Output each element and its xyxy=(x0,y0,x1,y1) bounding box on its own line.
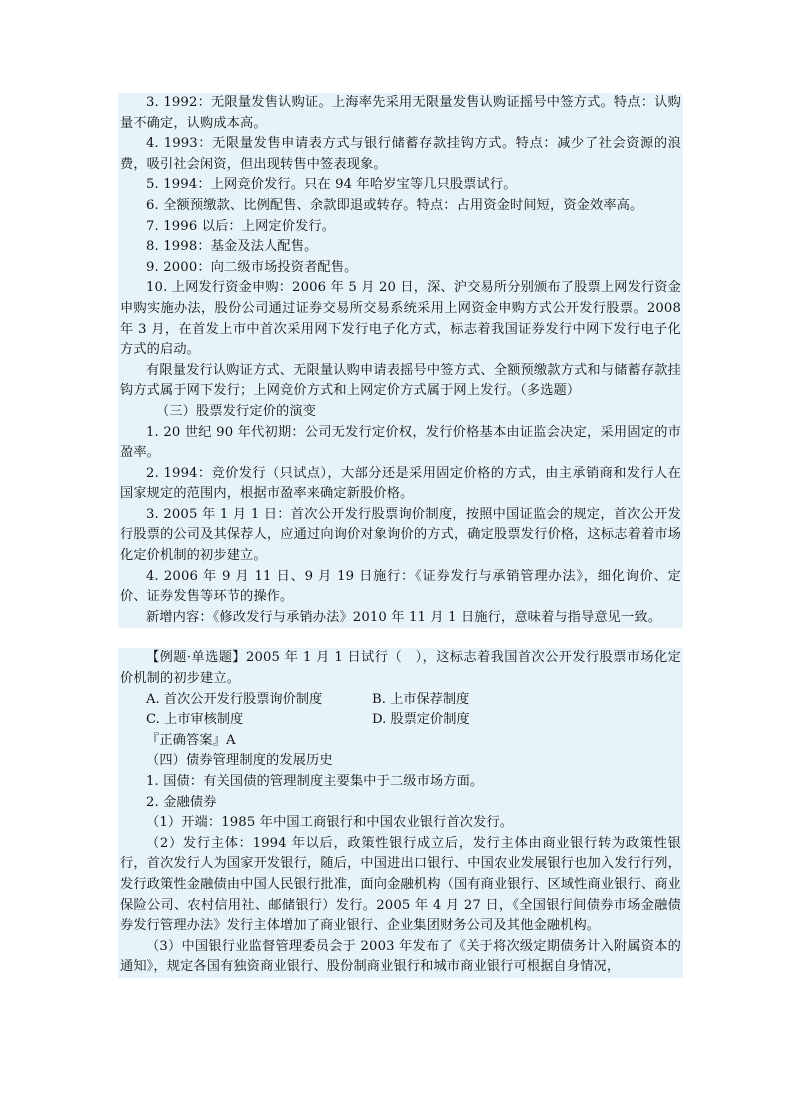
spacer xyxy=(118,628,683,648)
question-text: 【例题·单选题】2005 年 1 月 1 日试行（ ），这标志着我国首次公开发行股票市场化定价机制的初步建立。 xyxy=(118,648,683,689)
option-a: A. 首次公开发行股票询价制度 xyxy=(146,691,323,707)
paragraph: 2. 1994：竞价发行（只试点），大部分还是采用固定价格的方式，由主承销商和发行人在国家规定的范围内，根据市盈率来确定新股价格。 xyxy=(118,464,683,505)
paragraph: （1）开端：1985 年中国工商银行和中国农业银行首次发行。 xyxy=(118,813,683,834)
paragraph: 6. 全额预缴款、比例配售、余款即退或转存。特点：占用资金时间短，资金效率高。 xyxy=(118,196,683,217)
paragraph: 1. 国债：有关国债的管理制度主要集中于二级市场方面。 xyxy=(118,772,683,793)
paragraph: 1. 20 世纪 90 年代初期：公司无发行定价权，发行价格基本由证监会决定，采用固定的市盈率。 xyxy=(118,423,683,464)
option-row xyxy=(118,710,683,731)
option-d: D. 股票定价制度 xyxy=(372,712,470,728)
section-heading: （三）股票发行定价的演变 xyxy=(118,402,683,423)
paragraph: 7. 1996 以后：上网定价发行。 xyxy=(118,217,683,238)
paragraph: 3. 1992：无限量发售认购证。上海率先采用无限量发售认购证摇号中签方式。特点：认购量不确定，认购成本高。 xyxy=(118,93,683,134)
option-c: C. 上市审核制度 xyxy=(146,712,244,728)
paragraph: 有限量发行认购证方式、无限量认购申请表摇号中签方式、全额预缴款方式和与储蓄存款挂钩方式属于网下发行；上网竞价方式和上网定价方式属于网上发行。（多选题） xyxy=(118,361,683,402)
paragraph: 4. 1993：无限量发售申请表方式与银行储蓄存款挂钩方式。特点：减少了社会资源的浪费，吸引社会闲资，但出现转售中签表现象。 xyxy=(118,134,683,175)
document-page xyxy=(118,93,683,978)
paragraph: 10. 上网发行资金申购：2006 年 5 月 20 日，深、沪交易所分别颁布了股票上网发行资金申购实施办法，股份公司通过证券交易所交易系统采用上网资金申购方式公开发行股票。2008 年 3 月，在首发上市中首次采用网下发行电子化方式，标志着我国证券发行中网下发行电子化方式的启动。 xyxy=(118,278,683,360)
paragraph: （2）发行主体：1994 年以后，政策性银行成立后，发行主体由商业银行转为政策性银行，首次发行人为国家开发银行，随后，中国进出口银行、中国农业发展银行也加入发行行列，发行政策性金融债由中国人民银行批准，面向金融机构（国有商业银行、区域性商业银行、商业保险公司、农村信用社、邮储银行）发行。2005 年 4 月 27 日，《全国银行间债券市场金融债券发行管理办法》发行主体增加了商业银行、企业集团财务公司及其他金融机构。 xyxy=(118,834,683,937)
answer-text: 『正确答案』A xyxy=(118,731,683,752)
paragraph: 3. 2005 年 1 月 1 日：首次公开发行股票询价制度，按照中国证监会的规定，首次公开发行股票的公司及其保荐人，应通过向询价对象询价的方式，确定股票发行价格，这标志着着市场化定价机制的初步建立。 xyxy=(118,505,683,567)
paragraph: 2. 金融债券 xyxy=(118,793,683,814)
option-b: B. 上市保荐制度 xyxy=(372,691,470,707)
option-row xyxy=(118,690,683,711)
paragraph: （3）中国银行业监督管理委员会于 2003 年发布了《关于将次级定期债务计入附属资本的通知》，规定各国有独资商业银行、股份制商业银行和城市商业银行可根据自身情况， xyxy=(118,937,683,978)
paragraph: 4. 2006 年 9 月 11 日、9 月 19 日施行：《证券发行与承销管理办法》，细化询价、定价、证券发售等环节的操作。 xyxy=(118,567,683,608)
section-heading: （四）债券管理制度的发展历史 xyxy=(118,751,683,772)
paragraph: 新增内容：《修改发行与承销办法》2010 年 11 月 1 日施行，意味着与指导意见一致。 xyxy=(118,608,683,629)
paragraph: 5. 1994：上网竞价发行。只在 94 年哈岁宝等几只股票试行。 xyxy=(118,175,683,196)
paragraph: 9. 2000：向二级市场投资者配售。 xyxy=(118,258,683,279)
paragraph: 8. 1998：基金及法人配售。 xyxy=(118,237,683,258)
